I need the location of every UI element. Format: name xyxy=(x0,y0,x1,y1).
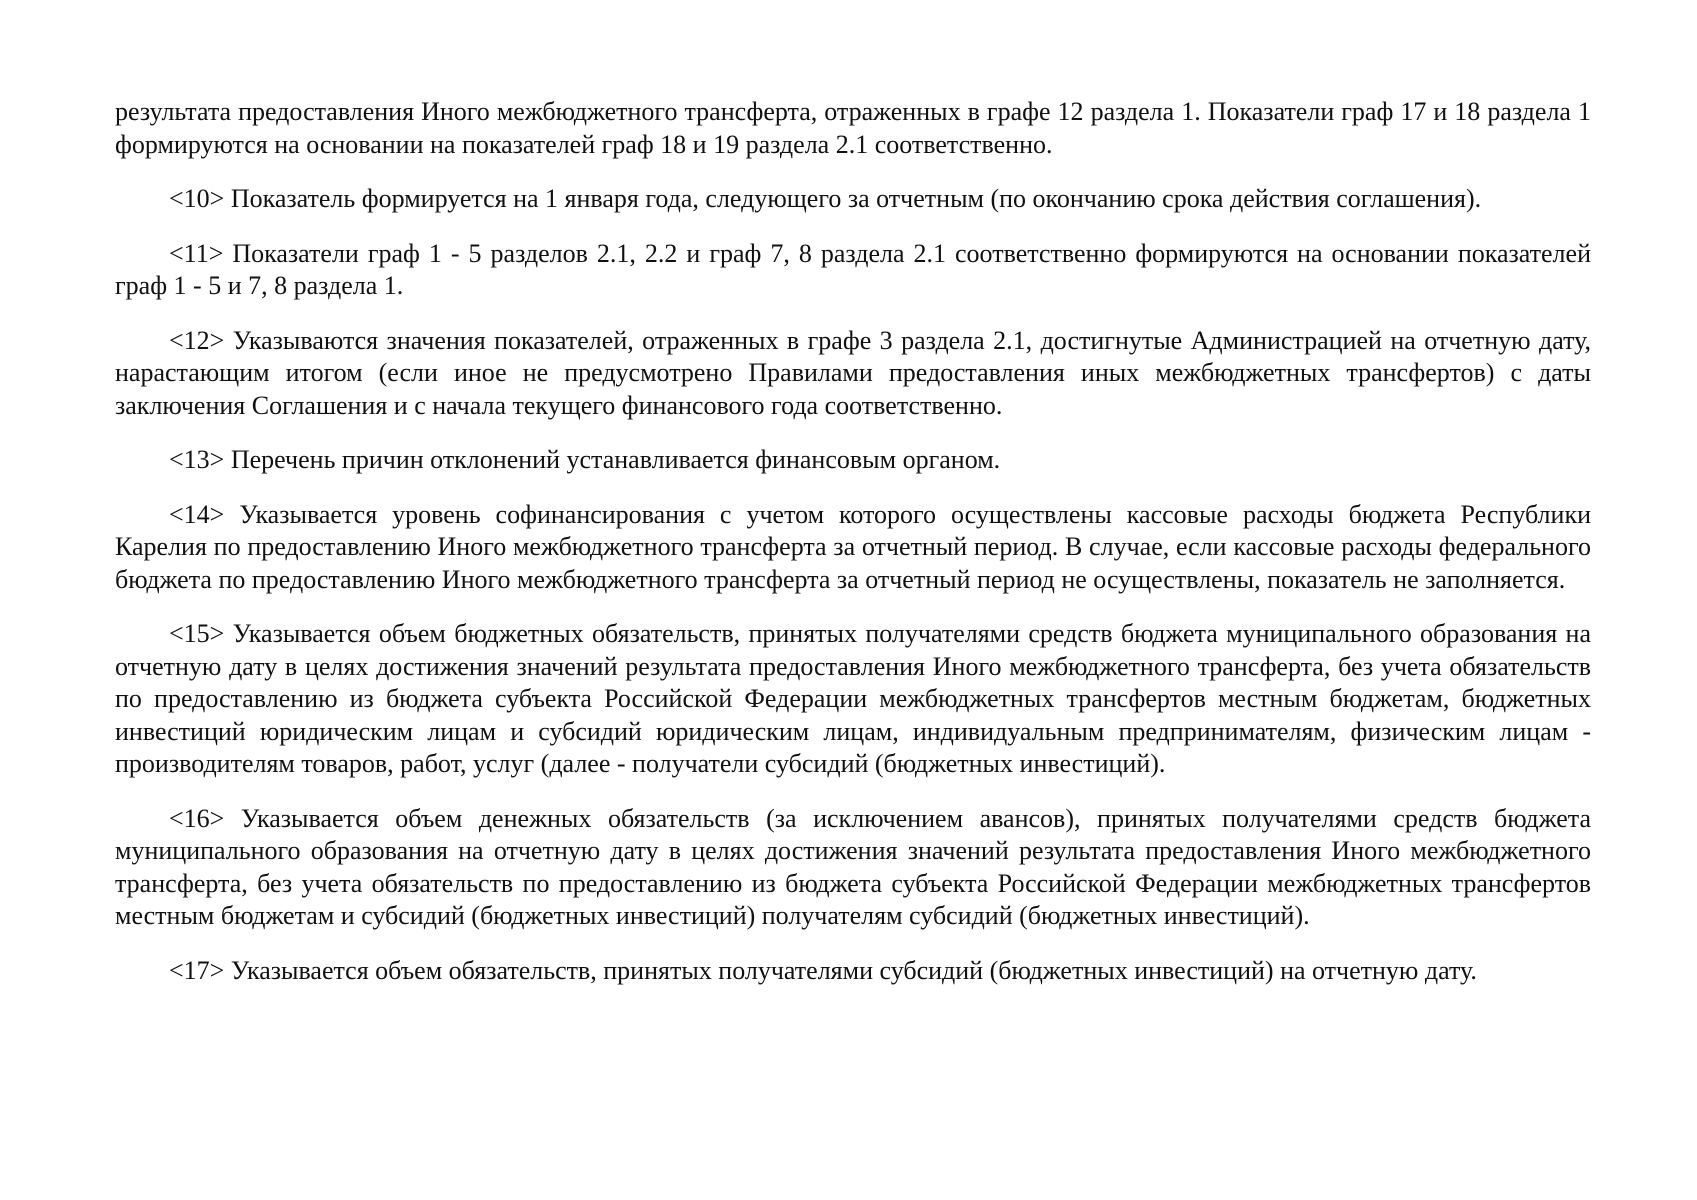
paragraph-continued: результата предоставления Иного межбюджетного трансферта, отраженных в графе 12 раздела 1. Показатели граф 17 и 18 раздела 1 формируются на основании на показателей граф 18 и 19 раздела 2.1 соответственно. xyxy=(115,97,1591,159)
footnote-14: <14> Указывается уровень софинансирования с учетом которого осуществлены кассовые расходы бюджета Республики Карелия по предоставлению Иного межбюджетного трансферта за отчетный период. В случае, если кассовые расходы федерального бюджета по предоставлению Иного межбюджетного трансферта за отчетный период не осуществлены, показатель не заполняется. xyxy=(115,499,1591,594)
footnote-11: <11> Показатели граф 1 - 5 разделов 2.1, 2.2 и граф 7, 8 раздела 2.1 соответственно формируются на основании показателей граф 1 - 5 и 7, 8 раздела 1. xyxy=(115,238,1591,300)
footnote-17: <17> Указывается объем обязательств, принятых получателями субсидий (бюджетных инвестиций) на отчетную дату. xyxy=(169,955,1477,985)
document-page xyxy=(115,96,1591,1009)
footnote-10: <10> Показатель формируется на 1 января года, следующего за отчетным (по окончанию срока действия соглашения). xyxy=(169,184,1482,213)
footnote-12: <12> Указываются значения показателей, отраженных в графе 3 раздела 2.1, достигнутые Администрацией на отчетную дату, нарастающим итогом (если иное не предусмотрено Правилами предоставления иных межбюджетных трансфертов) с даты заключения Соглашения и с начала текущего финансового года соответственно. xyxy=(115,325,1591,420)
footnote-13: <13> Перечень причин отклонений устанавливается финансовым органом. xyxy=(169,445,1001,474)
footnote-15: <15> Указывается объем бюджетных обязательств, принятых получателями средств бюджета муниципального образования на отчетную дату в целях достижения значений результата предоставления Иного межбюджетного трансферта, без учета обязательств по предоставлению из бюджета субъекта Российской Федерации межбюджетных трансфертов местным бюджетам, бюджетных инвестиций юридическим лицам и субсидий юридическим лицам, индивидуальным предпринимателям, физическим лицам - производителям товаров, работ, услуг (далее - получатели субсидий (бюджетных инвестиций). xyxy=(115,619,1591,778)
footnote-16: <16> Указывается объем денежных обязательств (за исключением авансов), принятых получателями средств бюджета муниципального образования на отчетную дату в целях достижения значений результата предоставления Иного межбюджетного трансферта, без учета обязательств по предоставлению из бюджета субъекта Российской Федерации межбюджетных трансфертов местным бюджетам и субсидий (бюджетных инвестиций) получателям субсидий (бюджетных инвестиций). xyxy=(115,803,1591,930)
